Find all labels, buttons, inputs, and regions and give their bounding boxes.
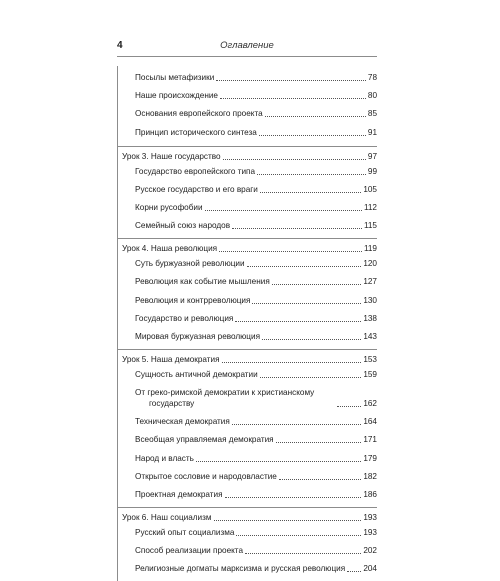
toc-entry-page: 204 [363,564,377,574]
dot-leader [232,227,362,229]
dot-leader [235,320,361,322]
toc-entry-page: 162 [363,399,377,409]
page-header [117,40,377,57]
toc-entry[interactable] [118,72,377,83]
toc-entry-title: Революция и контрреволюция [135,295,251,305]
toc-entry-page: 115 [363,221,377,231]
toc-entry-title: Корни русофобии [135,202,203,212]
toc-entry[interactable] [118,108,377,119]
dot-leader [347,570,361,572]
toc-entry[interactable] [118,295,377,306]
dot-leader [260,191,361,193]
toc-lesson-heading[interactable] [118,512,377,523]
toc-lesson-title: Урок 3. Наше государство [122,151,221,161]
toc-entry[interactable] [118,184,377,195]
dot-leader [196,460,361,462]
toc-lesson-heading[interactable] [118,354,377,365]
toc-entry-page: 78 [367,73,377,82]
toc-entry-title: Революция как событие мышления [135,277,270,287]
toc-entry-title: Открытое сословие и народовластие [135,471,277,481]
page-number: 4 [117,40,123,51]
toc-entry-page: 130 [363,295,377,305]
toc-entry[interactable] [118,202,377,213]
dot-leader [276,441,362,443]
toc-entry-page: 179 [363,453,377,463]
toc-entry-title: Русский опыт социализма [135,528,235,537]
toc-entry-page: 182 [363,471,377,481]
toc-entry[interactable] [118,563,377,574]
toc-entry-page: 120 [363,259,377,269]
table-of-contents [117,66,377,581]
toc-entry-title: Религиозные догматы марксизма и русская революция [135,564,346,574]
toc-entry-page: 143 [363,331,377,341]
toc-entry[interactable] [118,453,377,464]
toc-entry-page: 164 [363,417,377,427]
toc-entry[interactable] [118,471,377,482]
toc-entry[interactable] [118,489,377,500]
dot-leader [214,519,362,521]
toc-entry-page: 138 [363,313,377,323]
toc-entry-title: Основания европейского проекта [135,109,263,119]
toc-entry-title: Наше происхождение [135,91,218,101]
toc-entry-page: 186 [363,490,377,499]
toc-entry[interactable] [118,127,377,138]
toc-entry[interactable] [118,90,377,101]
dot-leader [225,496,362,498]
toc-entry[interactable] [118,313,377,324]
dot-leader [337,405,361,407]
toc-lesson-page: 119 [363,244,377,254]
dot-leader [259,134,366,136]
dot-leader [219,250,362,252]
toc-entry[interactable] [118,331,377,342]
dot-leader [272,283,362,285]
dot-leader [236,534,361,536]
dot-leader [205,209,362,211]
toc-block-intro [117,66,377,146]
toc-entry[interactable] [118,545,377,556]
dot-leader [262,338,361,340]
toc-entry-title: Русское государство и его враги [135,184,258,194]
toc-entry-page: 193 [363,528,377,537]
dot-leader [257,173,366,175]
running-head: Оглавление [220,40,274,51]
toc-entry-page: 159 [363,369,377,379]
dot-leader [245,552,361,554]
dot-leader [232,423,362,425]
toc-entry[interactable] [118,220,377,231]
toc-lesson-heading[interactable] [118,243,377,254]
toc-entry[interactable] [118,258,377,269]
toc-entry[interactable] [118,166,377,177]
toc-entry-page: 105 [363,184,377,194]
toc-entry-title: Техническая демократия [135,417,230,427]
toc-entry[interactable] [118,416,377,427]
toc-entry-page: 171 [363,435,377,445]
toc-entry-title: Проектная демократия [135,490,223,499]
toc-lesson-page: 153 [363,354,377,364]
toc-entry-title: Семейный союз народов [135,221,231,231]
dot-leader [252,302,361,304]
toc-entry[interactable] [118,434,377,445]
toc-entry[interactable] [118,527,377,538]
toc-entry-page: 80 [367,91,377,101]
toc-entry-page: 99 [367,166,377,176]
toc-entry-page: 112 [363,202,377,212]
toc-entry-title: Способ реализации проекта [135,546,244,556]
toc-lesson-heading[interactable] [118,151,377,162]
toc-lesson-title: Урок 4. Наша революция [122,244,218,254]
toc-entry-title: Посылы метафизики [135,73,215,82]
toc-entry-page: 91 [367,127,377,137]
dot-leader [223,158,366,160]
dot-leader [247,265,362,267]
toc-entry-page: 127 [363,277,377,287]
toc-lesson-6 [117,507,377,581]
toc-entry-title-line2: государству [149,399,195,409]
toc-entry[interactable] [118,276,377,287]
toc-entry-title: Суть буржуазной революции [135,259,245,269]
toc-entry-title-line1: От греко-римской демократии к христианскому [135,388,315,398]
toc-lesson-title: Урок 6. Наш социализм [122,513,212,522]
toc-entry-title: Принцип исторического синтеза [135,127,257,137]
dot-leader [260,376,362,378]
toc-entry-page: 85 [367,109,377,119]
dot-leader [265,115,366,117]
dot-leader [222,361,362,363]
toc-entry-title: Мировая буржуазная революция [135,331,261,341]
toc-entry-title [135,387,335,409]
toc-lesson-3 [117,146,377,239]
toc-entry-title: Сущность античной демократии [135,369,258,379]
toc-lesson-page: 97 [367,151,377,161]
toc-lesson-4 [117,238,377,349]
toc-lesson-5 [117,349,377,507]
toc-lesson-page: 193 [363,513,377,522]
toc-entry[interactable] [118,369,377,380]
toc-entry-title: Государство европейского типа [135,166,256,176]
toc-entry-title: Государство и революция [135,313,234,323]
toc-lesson-title: Урок 5. Наша демократия [122,354,220,364]
dot-leader [216,79,366,81]
dot-leader [220,97,366,99]
toc-entry-page: 202 [363,546,377,556]
toc-entry-title: Всеобщая управляемая демократия [135,435,274,445]
toc-entry-title: Народ и власть [135,453,194,463]
dot-leader [279,478,361,480]
toc-entry[interactable] [118,387,377,409]
